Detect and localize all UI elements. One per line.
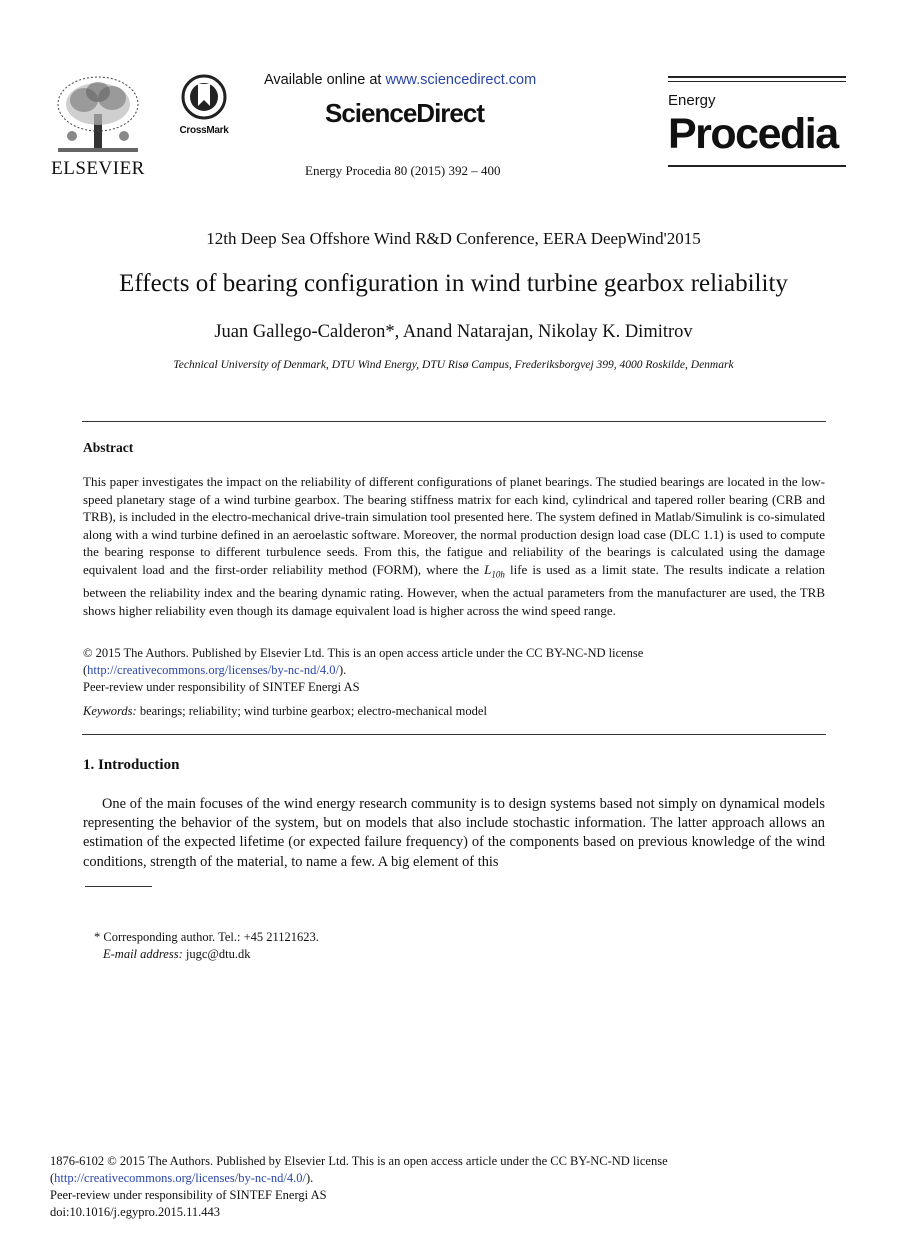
elsevier-tree-icon — [52, 74, 144, 156]
email-address[interactable]: jugc@dtu.dk — [182, 947, 251, 961]
author-affiliation: Technical University of Denmark, DTU Wind Energy, DTU Risø Campus, Frederiksborgvej 399, 4000 Roskilde, Denmark — [173, 359, 734, 371]
copyright-line: © 2015 The Authors. Published by Elsevier Ltd. This is an open access article under the CC BY-NC-ND license — [83, 646, 644, 660]
license-link[interactable]: http://creativecommons.org/licenses/by-nc-nd/4.0/ — [87, 663, 339, 677]
available-prefix: Available online at — [264, 72, 386, 88]
paper-authors: Juan Gallego-Calderon*, Anand Natarajan, Nikolay K. Dimitrov — [214, 322, 693, 342]
issn-line: 1876-6102 © 2015 The Authors. Published by Elsevier Ltd. This is an open access article under the CC BY-NC-ND license — [50, 1154, 668, 1168]
footnote-rule — [85, 886, 152, 887]
l10h-symbol: $L_{10h}$ — [484, 561, 505, 580]
peer-review-line: Peer-review under responsibility of SINTEF Energi AS — [50, 1188, 327, 1202]
conference-name: 12th Deep Sea Offshore Wind R&D Conference, EERA DeepWind'2015 — [206, 229, 701, 248]
elsevier-logo — [50, 74, 146, 180]
publication-info — [50, 1153, 668, 1221]
procedia-wordmark: Procedia — [668, 110, 838, 158]
abstract-text-part: life is used as a limit state. The results indicate a relation between the reliability index and the bearing dynamic rating. However, when the actual parameters from the manufacturer are used, the TRB shows higher reliability even though its damage equivalent load is higher across the wind speed range. — [83, 561, 825, 618]
divider — [82, 734, 826, 735]
logo-rule — [668, 81, 846, 82]
doi-line[interactable]: doi:10.1016/j.egypro.2015.11.443 — [50, 1205, 221, 1219]
introduction-text: One of the main focuses of the wind energy research community is to design systems based not simply on dynamical models representing the behavior of the system, but on models that also include stochastic information. The latter approach allows an estimation of the expected lifetime (or expected failure frequency) of the components based on previous knowledge of the wind conditions, strength of the material, to name a few. A big element of this — [83, 796, 825, 870]
energy-procedia-logo — [668, 76, 846, 167]
license-line: (http://creativecommons.org/licenses/by-nc-nd/4.0/). — [83, 663, 347, 677]
available-online — [264, 72, 536, 88]
sciencedirect-wordmark: ScienceDirect — [325, 98, 484, 128]
footnote — [94, 929, 319, 963]
license-line: (http://creativecommons.org/licenses/by-nc-nd/4.0/). — [50, 1171, 314, 1185]
crossmark-label: CrossMark — [179, 125, 229, 136]
abstract-text — [83, 473, 825, 619]
corresponding-author: * Corresponding author. Tel.: +45 21121623. — [94, 930, 319, 944]
energy-wordmark: Energy — [668, 92, 716, 109]
abstract-heading: Abstract — [83, 440, 134, 455]
peer-review-line: Peer-review under responsibility of SINTEF Energi AS — [83, 680, 360, 694]
journal-reference: Energy Procedia 80 (2015) 392 – 400 — [305, 163, 501, 178]
email-label: E-mail address: — [103, 947, 183, 961]
logo-rule — [668, 165, 846, 167]
logo-rule — [668, 76, 846, 78]
abstract-text-part: This paper investigates the impact on the reliability of different configurations of planet bearings. The studied bearings are located in the low-speed planetary stage of a wind turbine gearbox. The bearing stiffness matrix for each kind, cylindrical and tapered roller bearing (CRB and TRB), is included in the electro-mechanical drive-train simulation tool presented here. The system defined in Matlab/Simulink is co-simulated along with a wind turbine defined in an aeroelastic software. Moreover, the normal production design load case (DLC 1.1) is used to compute the bearing response to different turbulence seeds. From this, the fatigue and reliability of the bearings is calculated using the damage equivalent load and the first-order reliability method (FORM), where the — [83, 474, 825, 577]
keywords-label: Keywords: — [83, 704, 137, 718]
paper-title: Effects of bearing configuration in wind turbine gearbox reliability — [119, 270, 788, 297]
crossmark-icon — [181, 74, 227, 120]
license-link[interactable]: http://creativecommons.org/licenses/by-nc-nd/4.0/ — [54, 1171, 306, 1185]
keywords-line — [83, 703, 825, 720]
divider — [82, 421, 826, 422]
sciencedirect-link[interactable]: www.sciencedirect.com — [385, 72, 537, 88]
email-line — [94, 946, 319, 963]
keywords-list: bearings; reliability; wind turbine gearbox; electro-mechanical model — [136, 704, 487, 718]
section-heading: 1. Introduction — [83, 757, 180, 773]
crossmark-badge[interactable] — [172, 74, 236, 136]
copyright-block — [83, 645, 825, 696]
elsevier-wordmark: ELSEVIER — [51, 158, 145, 179]
